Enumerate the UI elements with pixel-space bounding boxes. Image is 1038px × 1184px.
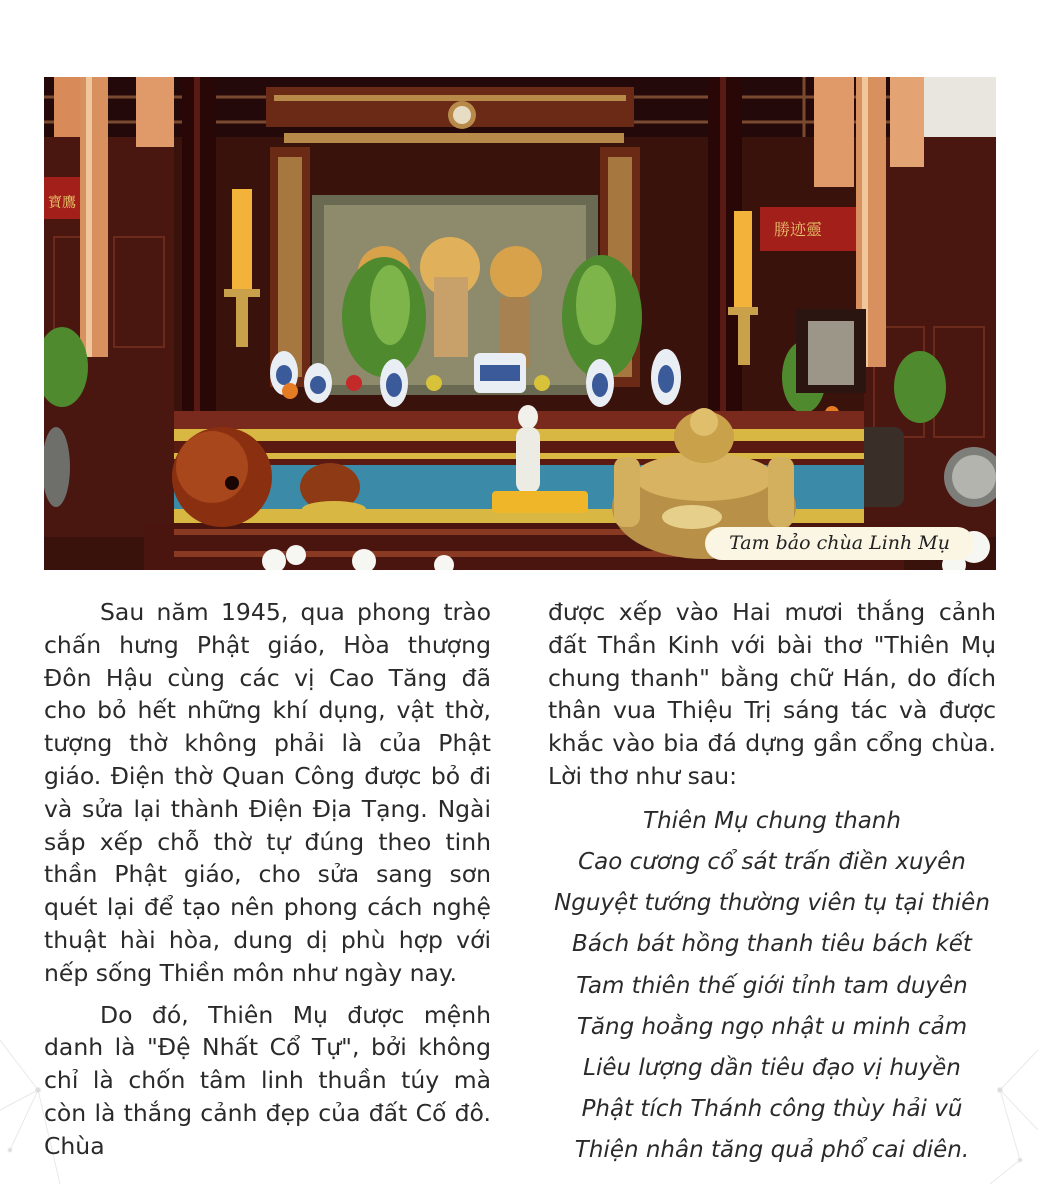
paragraph: Sau năm 1945, qua phong trào chấn hưng Phật giáo, Hòa thượng Đôn Hậu cùng các vị Cao Tăng đã cho bỏ hết những khí dụng, vật thờ, tượng thờ không phải là của Phật giáo. Điện thờ Quan Công được bỏ đi và sửa lại thành Điện Địa Tạng. Ngài sắp xếp chỗ thờ tự đúng theo tinh thần Phật giáo, cho sửa sang sơn quét lại để tạo nên phong cách nghệ thuật hài hòa, dung dị phù hợp với nếp sống Thiền môn như ngày nay. bbox=[44, 598, 491, 987]
signboard-left-text: 寶鷹 bbox=[48, 195, 76, 211]
paragraph: Do đó, Thiên Mụ được mệnh danh là "Đệ Nhất Cổ Tự", bởi không chỉ là chốn tâm linh thuần túy mà còn là thắng cảnh đẹp của đất Cố đô. Chùa bbox=[44, 1000, 491, 1160]
poem-line: Tăng hoằng ngọ nhật u minh cảm bbox=[576, 1013, 968, 1040]
poem-title: Thiên Mụ chung thanh bbox=[643, 807, 901, 834]
altar-illustration bbox=[44, 77, 996, 570]
poem-line: Thiện nhân tăng quả phổ cai diên. bbox=[574, 1137, 970, 1164]
paragraph: được xếp vào Hai mươi thắng cảnh đất Thần Kinh với bài thơ "Thiên Mụ chung thanh" bằng chữ Hán, do đích thân vua Thiệu Trị sáng tác và được khắc vào bia đá dựng gần cổng chùa. Lời thơ như sau: bbox=[548, 598, 996, 790]
poem-line: Liêu lượng dần tiêu đạo vị huyền bbox=[583, 1055, 961, 1081]
photo-caption: Tam bảo chùa Linh Mụ bbox=[705, 527, 974, 560]
signboard-right-text: 勝迹靈 bbox=[774, 220, 823, 239]
left-column bbox=[44, 596, 491, 1163]
poem-line: Phật tích Thánh công thùy hải vũ bbox=[581, 1096, 963, 1123]
poem bbox=[548, 801, 996, 1172]
poem-line: Bách bát hồng thanh tiêu bách kết bbox=[572, 931, 972, 958]
poem-line: Tam thiên thế giới tỉnh tam duyên bbox=[576, 972, 968, 999]
altar-photo bbox=[44, 77, 996, 570]
right-column bbox=[548, 596, 996, 1172]
poem-line: Nguyệt tướng thường viên tụ tại thiên bbox=[554, 890, 990, 917]
poem-line: Cao cương cổ sát trấn điền xuyên bbox=[578, 848, 966, 875]
